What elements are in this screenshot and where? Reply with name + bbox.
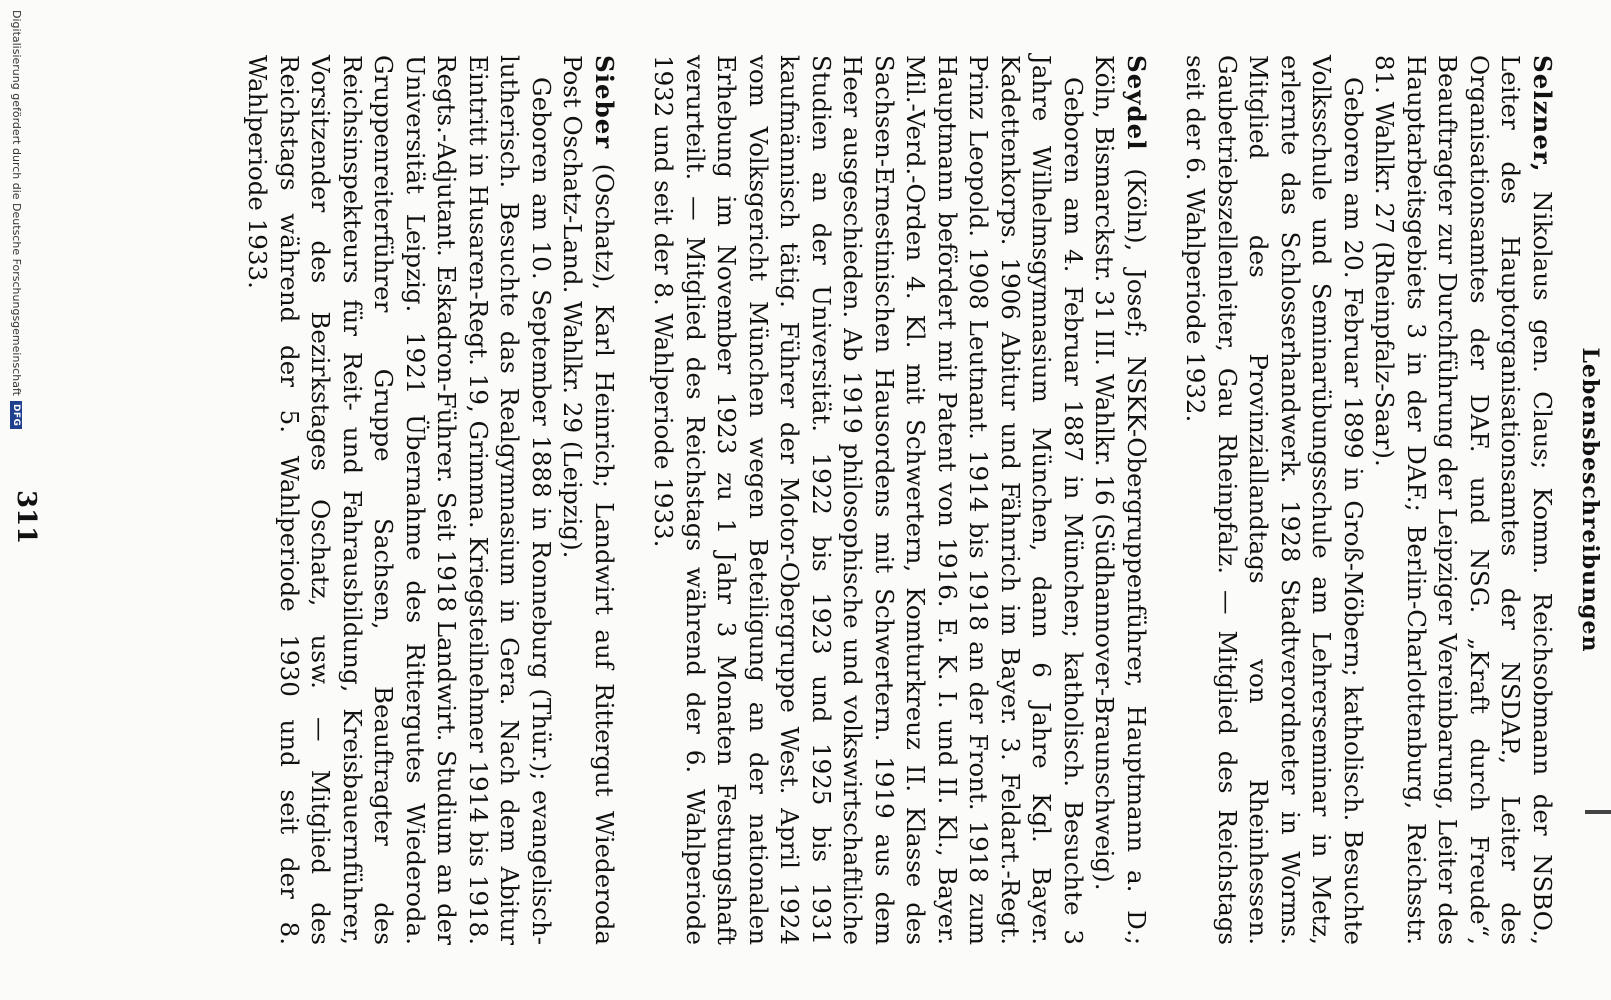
biography-entry-seydel bbox=[648, 55, 1152, 945]
entry-biography-text: Geboren am 20. Februar 1899 in Groß-Möbern; katholisch. Besuchte Volksschule und Seminarübungsschule am Lehrerseminar in Metz, erlernte das Schlosserhandwerk. 1928 Stadtverordneter in Worms. Mitglied des Provinziallandtags von Rheinhessen. Gaubetriebszellenleiter, Gau Rheinpfalz. — Mitglied des Reichstags seit der 6. Wahlperiode 1932. bbox=[1181, 55, 1368, 945]
entry-name: Selzner, bbox=[1528, 55, 1557, 173]
dfg-logo-icon: DFG bbox=[11, 401, 23, 430]
page-column bbox=[214, 55, 1558, 945]
entry-header-text: Nikolaus gen. Claus; Komm. Reichsobmann der NSBO., Leiter des Hauptorganisationsamtes der NSDAP., Leiter des Organisationsamtes der DAF. und NSG. „Kraft durch Freude“, Beauftragter zur Durchführung der Leipziger Vereinbarung, Leiter des Hauptarbeitsgebiets 3 in der DAF.; Berlin-Charlottenburg, Reichsstr. 81. Wahlkr. 27 (Rheinpfalz-Saar). bbox=[1370, 55, 1557, 945]
biography-entry-selzner bbox=[1180, 55, 1558, 945]
biography-entry-sieber bbox=[242, 55, 620, 945]
entry-biography-text: Geboren am 10. September 1888 in Ronneburg (Thür.); evangelisch-lutherisch. Besuchte das Realgymnasium in Gera. Nach dem Abitur Eintritt in Husaren-Regt. 19, Grimma. Kriegsteilnehmer 1914 bis 1918. Regts.-Adjutant. Eskadron-Führer. Seit 1918 Landwirt. Studium an der Universität Leipzig. 1921 Übernahme des Rittergutes Wiederoda. Gruppenreiterführer Gruppe Sachsen, Beauftragter des Reichsinspekteurs für Reit- und Fahrausbildung, Kreisbauernführer, Vorsitzender des Bezirkstages Oschatz, usw. — Mitglied des Reichstags während der 5. Wahlperiode 1930 und seit der 8. Wahlperiode 1933. bbox=[243, 55, 556, 945]
page-number: 311 bbox=[11, 490, 41, 545]
entry-name: Seydel bbox=[1122, 55, 1151, 151]
entry-header-text: (Oschatz), Karl Heinrich; Landwirt auf Rittergut Wiederoda Post Oschatz-Land. Wahlkr. 29 (Leipzig). bbox=[558, 55, 619, 945]
entry-biography-text: Geboren am 4. Februar 1887 in München; katholisch. Besuchte 3 Jahre Wilhelmsgymnasium München, dann 6 Jahre Kgl. Bayer. Kadettenkorps. 1906 Abitur und Fähnrich im Bayer. 3. Feldart.-Regt. Prinz Leopold. 1908 Leutnant. 1914 bis 1918 an der Front. 1918 zum Hauptmann befördert mit Patent von 1916. E. K. I. und II. Kl., Bayer. Mil.-Verd.-Orden 4. Kl. mit Schwertern, Komturkreuz II. Klasse des Sachsen-Ernestinischen Hausordens mit Schwertern. 1919 aus dem Heer ausgeschieden. Ab 1919 philosophische und volkswirtschaftliche Studien an der Universität. 1922 bis 1923 und 1925 bis 1931 kaufmännisch tätig. Führer der Motor-Obergruppe West. April 1924 vom Volksgericht München wegen Beteiligung an der nationalen Erhebung im November 1923 zu 1 Jahr 3 Monaten Festungshaft verurteilt. — Mitglied des Reichstags während der 6. Wahlperiode 1932 und seit der 8. Wahlperiode 1933. bbox=[649, 55, 1088, 945]
entry-name: Sieber bbox=[590, 55, 619, 150]
entry-header-text: (Köln), Josef; NSKK-Obergruppenführer, Hauptmann a. D.; Köln, Bismarckstr. 31 III. Wahlkr. 16 (Südhannover-Braunschweig). bbox=[1090, 55, 1151, 945]
credit-text: Digitalisierung gefördert durch die Deutsche Forschungsgemeinschaft bbox=[10, 10, 23, 396]
scan-edge-mark bbox=[1585, 810, 1611, 814]
digitization-credit bbox=[10, 10, 23, 429]
page-heading: Lebensbeschreibungen bbox=[1577, 347, 1603, 653]
